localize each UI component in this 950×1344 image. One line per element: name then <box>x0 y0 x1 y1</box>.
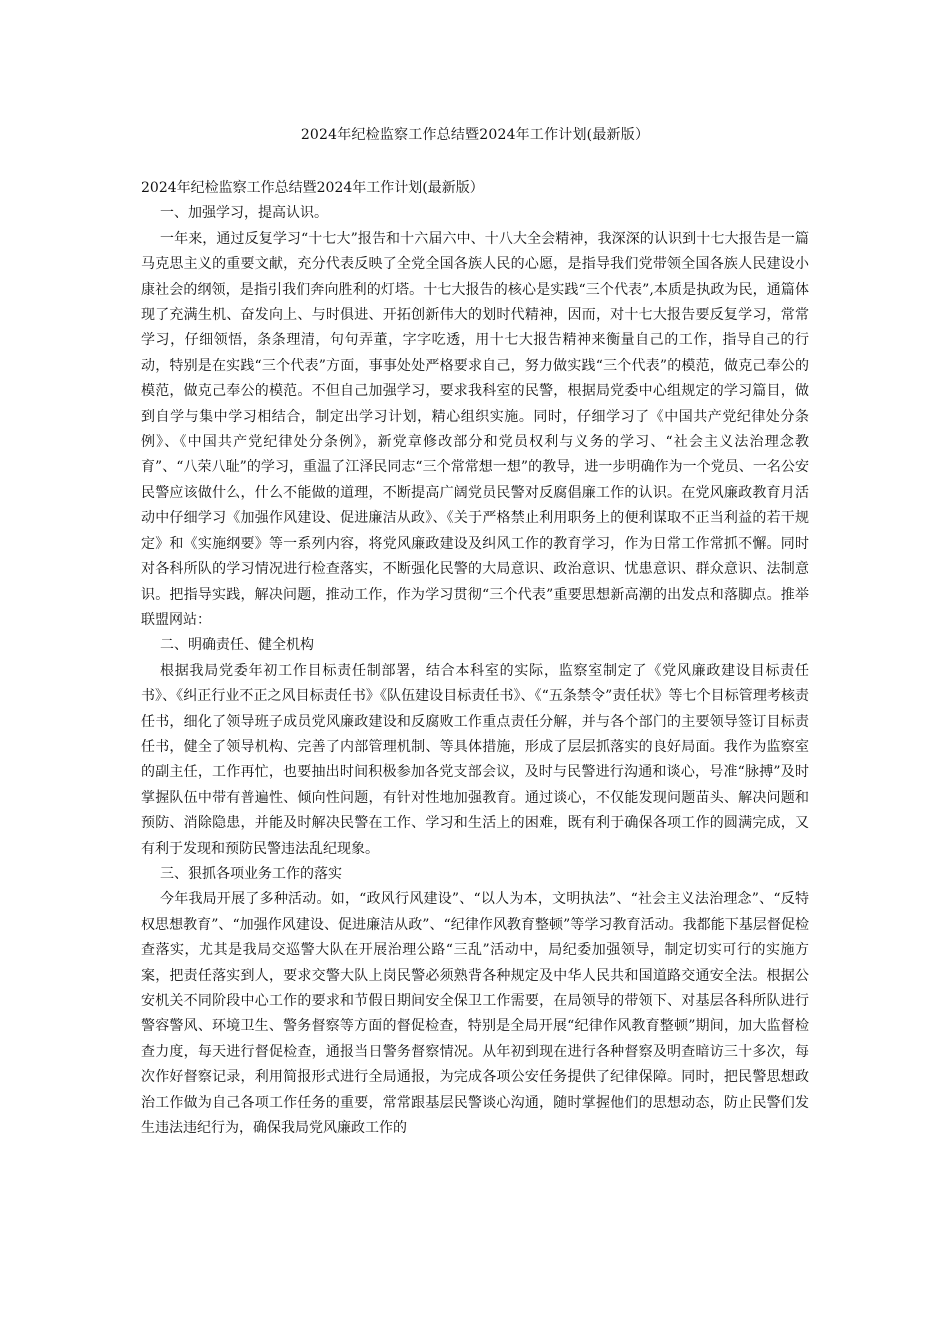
document-subtitle: 2024年纪检监察工作总结暨2024年工作计划(最新版） <box>141 180 484 196</box>
section-heading-3: 三、狠抓各项业务工作的落实 <box>160 865 342 882</box>
document-title: 2024年纪检监察工作总结暨2024年工作计划(最新版） <box>300 127 650 143</box>
section-heading-2: 二、明确责任、健全机构 <box>160 637 314 654</box>
section-paragraph-2: 根据我局党委年初工作目标责任制部署，结合本科室的实际，监察室制定了《党风廉政建设目标责任书》、《纠正行业不正之风目标责任书》《队伍建设目标责任书》、《“五条禁令”责任状》等七个目标管理考核责任书，细化了领导班子成员党风廉政建设和反腐败工作重点责任分解，并与各个部门的主要领导签订目标责任书，健全了领导机构、完善了内部管理机制、等具体措施，形成了层层抓落实的良好局面。我作为监察室的副主任，工作再忙，也要抽出时间积极参加各党支部会议，及时与民警进行沟通和谈心，号准“脉搏”及时掌握队伍中带有普遍性、倾向性问题，有针对性地加强教育。通过谈心，不仅能发现问题苗头、解决问题和预防、消除隐患，并能及时解决民警在工作、学习和生活上的困难，既有利于确保各项工作的圆满完成，又有利于发现和预防民警违法乱纪现象。 <box>141 662 809 857</box>
section-paragraph-1: 一年来，通过反复学习“十七大”报告和十六届六中、十八大全会精神，我深深的认识到十七大报告是一篇马克思主义的重要文献，充分代表反映了全党全国各族人民的心愿，是指导我们党带领全国各族人民建设小康社会的纲领，是指引我们奔向胜利的灯塔。十七大报告的核心是实践“三个代表”,本质是执政为民，通篇体现了充满生机、奋发向上、与时俱进、开拓创新伟大的划时代精神，因而，对十七大报告要反复学习，常常学习，仔细领悟，条条理清，句句弄董，字字吃透，用十七大报告精神来衡量自己的工作，指导自己的行动，特别是在实践“三个代表”方面，事事处处严格要求自己，努力做实践“三个代表”的模范，做克己奉公的模范，做克己奉公的模范。不但自己加强学习，要求我科室的民警，根据局党委中心组规定的学习篇目，做到自学与集中学习相结合，制定出学习计划，精心组织实施。同时，仔细学习了《中国共产党纪律处分条例》、《中国共产党纪律处分条例》，新党章修改部分和党员权利与义务的学习、“社会主义法治理念教育”、“八荣八耻”的学习，重温了江泽民同志“三个常常想一想”的教导，进一步明确作为一个党员、一名公安民警应该做什么，什么不能做的道理，不断提高广阔党员民警对反腐倡廉工作的认识。在党风廉政教育月活动中仔细学习《加强作风建设、促进廉洁从政》、《关于严格禁止利用职务上的便利谋取不正当利益的若干规定》和《实施纲要》等一系列内容，将党风廉政建设及纠风工作的教育学习，作为日常工作常抓不懈。同时对各科所队的学习情况进行检查落实，不断强化民警的大局意识、政治意识、忧患意识、群众意识、法制意识。把指导实践，解决问题，推动工作，作为学习贯彻“三个代表”重要思想新高潮的出发点和落脚点。推举联盟网站： <box>141 230 809 628</box>
document-body <box>141 176 809 1141</box>
section-paragraph-3: 今年我局开展了多种活动。如，“政风行风建设”、“以人为本，文明执法”、“社会主义法治理念”、“反特权思想教育”、“加强作风建设、促进廉洁从政”、“纪律作风教育整顿”等学习教育活动。我都能下基层督促检查落实，尤其是我局交巡警大队在开展治理公路“三乱”活动中，局纪委加强领导，制定切实可行的实施方案，把责任落实到人，要求交警大队上岗民警必须熟背各种规定及中华人民共和国道路交通安全法。根据公安机关不同阶段中心工作的要求和节假日期间安全保卫工作需要，在局领导的带领下、对基层各科所队进行警容警风、环境卫生、警务督察等方面的督促检查，特别是全局开展“纪律作风教育整顿”期间，加大监督检查力度，每天进行督促检查，通报当日警务督察情况。从年初到现在进行各种督察及明查暗访三十多次，每次作好督察记录，利用简报形式进行全局通报，为完成各项公安任务提供了纪律保障。同时，把民警思想政治工作做为自己各项工作任务的重要，常常跟基层民警谈心沟通，随时掌握他们的思想动态，防止民警们发生违法违纪行为，确保我局党风廉政工作的 <box>141 891 809 1137</box>
section-heading-1: 一、加强学习，提高认识。 <box>160 205 328 222</box>
